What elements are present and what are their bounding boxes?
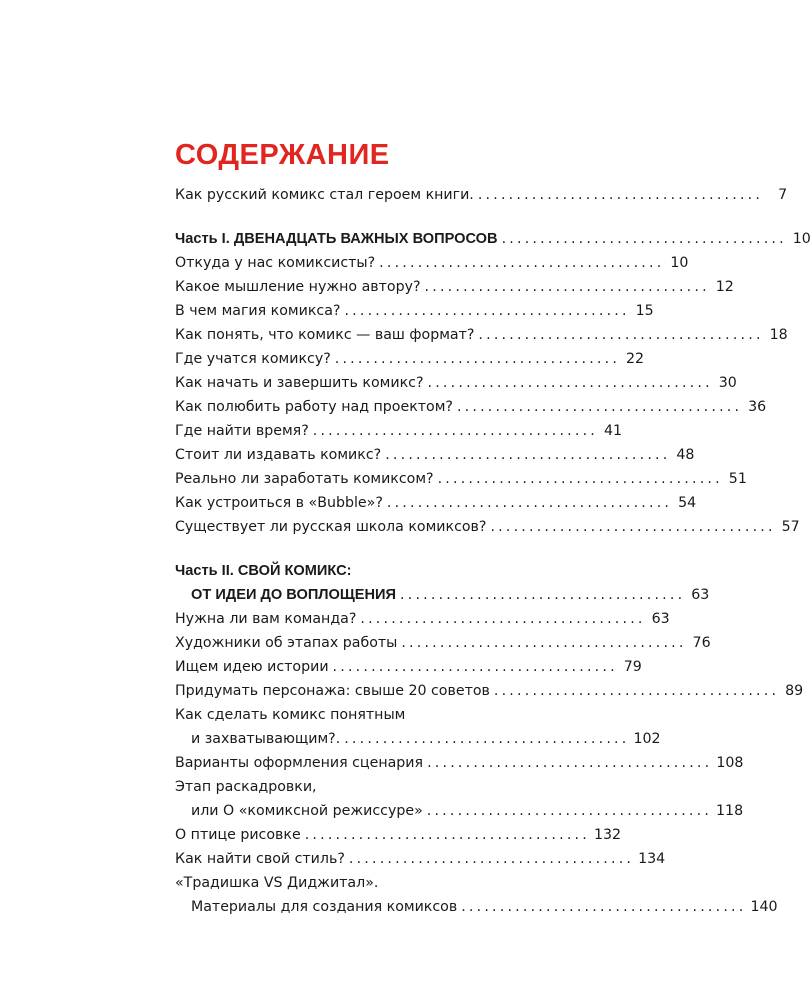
part-heading: Часть II. СВОЙ КОМИКС: [175, 563, 352, 579]
toc-entry-page: 12 [715, 279, 734, 295]
leader-dots: ..................................... [386, 495, 673, 511]
leader-dots: ..................................... [490, 519, 776, 535]
toc-entry-text-cont: и захватывающим?. [191, 731, 341, 747]
toc-entry-page: 30 [718, 375, 737, 391]
leader-dots: ..................................... [360, 611, 646, 627]
toc-part1-heading[interactable] [175, 227, 811, 251]
toc-entry-text: Варианты оформления сценария [175, 755, 424, 771]
toc-entry[interactable] [175, 275, 734, 299]
toc-entry-text: Ищем идею истории [175, 659, 329, 675]
leader-dots: ..................................... [456, 399, 743, 415]
leader-dots: ..................................... [344, 731, 630, 747]
toc-entry-page: 22 [625, 351, 645, 367]
toc-entry-page: 7 [778, 187, 788, 203]
toc-entry-text: Как начать и завершить комикс? [175, 375, 424, 391]
toc-entry-page: 118 [716, 803, 744, 819]
toc-entry[interactable] [175, 491, 697, 515]
toc-entry-page: 63 [651, 611, 670, 627]
toc-entry-text: Как устроиться в «Bubble»? [175, 495, 383, 511]
toc-entry-text: Придумать персонажа: свыше 20 советов [175, 683, 490, 699]
toc-entry-page: 57 [781, 519, 800, 535]
toc-entry-page: 132 [593, 827, 622, 843]
toc-entry-page: 41 [603, 423, 623, 439]
page-title: СОДЕРЖАНИЕ [175, 139, 390, 171]
toc-entry[interactable] [175, 371, 737, 395]
toc-entry-text-cont: Материалы для создания комиксов [191, 899, 458, 915]
toc-entry-text: Как сделать комикс понятным [175, 707, 406, 723]
toc-entry-page: 108 [716, 755, 744, 771]
toc-entry[interactable] [175, 251, 689, 275]
toc-entry-text: Как понять, что комикс — ваш формат? [175, 327, 475, 343]
toc-entry-page: 76 [692, 635, 711, 651]
toc-entry-page: 63 [691, 587, 710, 603]
toc-entry-line1[interactable] [175, 775, 540, 799]
toc-entry-text: Как русский комикс стал героем книги. [175, 187, 474, 203]
toc-entry-page: 140 [750, 899, 778, 915]
leader-dots: ..................................... [334, 351, 621, 367]
toc-entry[interactable] [175, 419, 623, 443]
toc-entry[interactable] [175, 631, 711, 655]
part-heading-cont: ОТ ИДЕИ ДО ВОПЛОЩЕНИЯ [191, 587, 397, 603]
toc-entry-text: Этап раскадровки, [175, 779, 317, 795]
part-heading: Часть I. ДВЕНАДЦАТЬ ВАЖНЫХ ВОПРОСОВ [175, 231, 498, 247]
leader-dots: ..................................... [312, 423, 599, 439]
toc-entry[interactable] [175, 847, 666, 871]
leader-dots: ..................................... [401, 635, 687, 651]
toc-entry[interactable] [175, 655, 642, 679]
toc-part2-heading[interactable] [175, 559, 540, 583]
table-of-contents [175, 137, 811, 919]
toc-entry-text: В чем магия комикса? [175, 303, 341, 319]
leader-dots: ..................................... [344, 303, 630, 319]
toc-entry[interactable] [175, 607, 670, 631]
leader-dots: ..................................... [427, 755, 713, 771]
toc-entry-intro[interactable] [175, 183, 788, 207]
toc-entry-text: Реально ли заработать комиксом? [175, 471, 434, 487]
toc-entry-text: Стоит ли издавать комикс? [175, 447, 382, 463]
toc-entry[interactable] [175, 515, 800, 539]
toc-entry-page: 10 [792, 231, 811, 247]
toc-entry[interactable] [175, 679, 804, 703]
toc-entry-page: 18 [769, 327, 788, 343]
leader-dots: ..................................... [304, 827, 590, 843]
toc-entry[interactable] [175, 323, 788, 347]
leader-dots: ..................................... [478, 327, 764, 343]
toc-entry-text: О птице рисовке [175, 827, 301, 843]
leader-dots: ..................................... [493, 683, 780, 699]
leader-dots: ..................................... [437, 471, 723, 487]
toc-entry-text: Где учатся комиксу? [175, 351, 331, 367]
toc-entry-text: Как полюбить работу над проектом? [175, 399, 453, 415]
toc-entry[interactable] [175, 467, 747, 491]
leader-dots: ..................................... [426, 803, 713, 819]
toc-entry-page: 51 [728, 471, 747, 487]
toc-entry-page: 102 [633, 731, 661, 747]
leader-dots: ..................................... [427, 375, 713, 391]
toc-entry-text: «Традишка VS Диджитал». [175, 875, 379, 891]
toc-entry-line2[interactable] [175, 895, 778, 919]
toc-entry-line1[interactable] [175, 871, 540, 895]
leader-dots: ..................................... [501, 231, 787, 247]
toc-entry[interactable] [175, 751, 744, 775]
toc-entry-text: Художники об этапах работы [175, 635, 398, 651]
toc-entry-text: Существует ли русская школа комиксов? [175, 519, 487, 535]
leader-dots: ..................................... [332, 659, 618, 675]
leader-dots: ..................................... [424, 279, 710, 295]
toc-part2-heading-cont[interactable] [175, 583, 710, 607]
toc-entry-page: 10 [670, 255, 689, 271]
toc-entry-text: Откуда у нас комиксисты? [175, 255, 376, 271]
toc-entry-page: 48 [676, 447, 695, 463]
toc-entry-page: 79 [623, 659, 642, 675]
toc-entry-text: Какое мышление нужно автору? [175, 279, 421, 295]
toc-entry-line1[interactable] [175, 703, 540, 727]
toc-entry[interactable] [175, 823, 622, 847]
toc-entry-page: 89 [785, 683, 804, 699]
toc-entry-text: Нужна ли вам команда? [175, 611, 357, 627]
toc-entry[interactable] [175, 443, 695, 467]
toc-entry-text: Как найти свой стиль? [175, 851, 345, 867]
leader-dots: ..................................... [385, 447, 671, 463]
toc-entry-page: 54 [678, 495, 697, 511]
leader-dots: ..................................... [400, 587, 686, 603]
toc-entry[interactable] [175, 299, 654, 323]
toc-entry-text: Где найти время? [175, 423, 309, 439]
toc-entry[interactable] [175, 395, 767, 419]
toc-entry-line2[interactable] [175, 727, 661, 751]
leader-dots: ..................................... [477, 187, 764, 203]
toc-entry[interactable] [175, 347, 645, 371]
toc-entry-text-cont: или О «комиксной режиссуре» [191, 803, 423, 819]
toc-entry-page: 15 [635, 303, 654, 319]
leader-dots: ..................................... [461, 899, 747, 915]
leader-dots: ..................................... [348, 851, 635, 867]
toc-entry-page: 134 [638, 851, 666, 867]
toc-entry-page: 36 [748, 399, 767, 415]
leader-dots: ..................................... [379, 255, 665, 271]
toc-entry-line2[interactable] [175, 799, 744, 823]
